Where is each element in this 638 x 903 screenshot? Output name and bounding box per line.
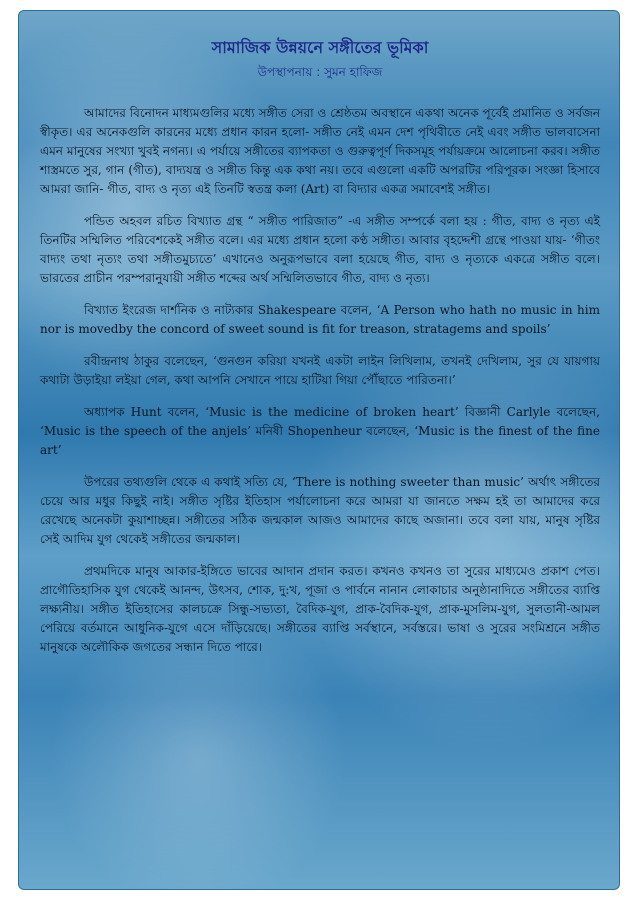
paragraph-tagore-quote: রবীন্দ্রনাথ ঠাকুর বলেছেন, ‘গুনগুন করিয়া যখনই একটা লাইন লিখিলাম, তখনই দেখিলাম, সুর যে যায়গায় কথাটা উড়াইয়া লইয়া গেল, কথা আপনি সেখানে পায়ে হাটিয়া গিয়া পৌঁছাতে পারিতনা।’	[40, 354, 600, 387]
article-byline: উপস্থাপনায় : সুমন হাফিজ	[257, 65, 383, 79]
article	[40, 38, 600, 670]
paragraph-ages: প্রথমদিকে মানুষ আকার-ইঙ্গিতে ভাবের আদান প্রদান করত। কখনও কখনও তা সুরের মাধ্যমেও প্রকাশ পেত। প্রাগৌতিহাসিক যুগ থেকেই আনন্দ, উৎসব, শোক, দু:খ, পূজা ও পার্বনে নানান লোকাচার অনুষ্ঠানাদিতে সঙ্গীতের ব্যাপ্তি লক্ষ্যনীয়। সঙ্গীত ইতিহাসের কালচক্রে সিন্ধু-সভ্যতা, বৈদিক-যুগ, প্রাক-বৈদিক-যুগ, প্রাক-মুসলিম-যুগ, সুলতানী-আমল পেরিয়ে বর্তমানে আধুনিক-যুগে এসে দাঁড়িয়েছে। সঙ্গীতের ব্যাপ্তি সর্বস্থানে, সর্বস্তরে। ভাষা ও সুরের সংমিশ্রনে সঙ্গীত মানুষকে অলৌকিক জগতের সন্ধান দিতে পারে।	[40, 564, 600, 654]
page-background	[18, 10, 620, 890]
article-title: সামাজিক উন্নয়নে সঙ্গীতের ভূমিকা	[211, 38, 429, 57]
paragraph-shakespeare-quote: বিখ্যাত ইংরেজ দার্শনিক ও নাট্যকার Shakespeare বলেন, ‘A Person who hath no music in him nor is movedby the concord of sweet sound is fit for treason, stratagems and spoils’	[40, 303, 600, 336]
paragraph-intro: আমাদের বিনোদন মাধ্যমগুলির মধ্যে সঙ্গীত সেরা ও শ্রেষ্ঠতম অবস্থানে একথা অনেক পূর্বেই প্রমানিত ও সর্বজন স্বীকৃত। এর অনেকগুলি কারনের মধ্যে প্রধান কারন হলো- সঙ্গীত নেই এমন দেশ পৃথিবীতে নেই এবং সঙ্গীত ভালবাসেনা এমন মানুষের সংখ্যা খুবই নগন্য। এ পর্যায়ে সঙ্গীতের ব্যাপকতা ও গুরুত্বপূর্ণ দিকসমূহ পর্যায়ক্রমে আলোচনা করব। সঙ্গীত শাস্ত্রমতে সুর, গান (গীত), বাদ্যযন্ত্র ও সঙ্গীত কিন্তু এক কথা নয়। তবে এগুলো একটি অপরটির পরিপূরক। সংজ্ঞা হিসাবে আমরা জানি- গীত, বাদ্য ও নৃত্য এই তিনটি স্বতন্ত্র কলা (Art) বা বিদ্যার একত্র সমাবেশই সঙ্গীত।	[40, 106, 600, 196]
paragraph-sangeet-parijat: পন্ডিত অহবল রচিত বিখ্যাত গ্রন্থ “ সঙ্গীত পারিজাত” -এ সঙ্গীত সম্পর্কে বলা হয় : গীত, বাদ্য ও নৃত্য এই তিনটির সম্মিলিত পরিবেশকেই সঙ্গীত বলে। এর মধ্যে প্রধান হলো কণ্ঠ সঙ্গীত। আবার বৃহদ্দেশী গ্রন্থে পাওয়া যায়- ‘গীতং বাদ্যং তথা নৃত্যং তথা সঙ্গীতমুচ্যতে’ এখানেও অনুরূপভাবে বলা হয়েছে গীত, বাদ্য ও নৃত্যকে একত্রে সঙ্গীত বলে। ভারতের প্রাচীন পরম্পরানুযায়ী সঙ্গীত শব্দের অর্থ সম্মিলিতভাবে গীত, বাদ্য ও নৃত্য।	[40, 214, 600, 285]
paragraph-hunt-carlyle-quotes: অধ্যাপক Hunt বলেন, ‘Music is the medicine of broken heart’ বিজ্ঞানী Carlyle বলেছেন, ‘Music is the speech of the anjels’ মনিষী Shopenheur বলেছেন, ‘Music is the finest of the fine art’	[40, 405, 600, 457]
paragraph-history: উপরের তথ্যগুলি থেকে এ কথাই সত্যি যে, ‘There is nothing sweeter than music’ অর্থাৎ সঙ্গীতের চেয়ে আর মধুর কিছুই নাই। সঙ্গীত সৃষ্টির ইতিহাস পর্যালোচনা করে আমরা যা জানতে সক্ষম হই তা আমাদের করে রেখেছে অনেকটা কুয়াশাচ্ছন্ন। সঙ্গীতের সঠিক জন্মকাল আজও আমাদের কাছে অজানা। তবে বলা যায়, মানুষ সৃষ্টির সেই আদিম যুগ থেকেই সঙ্গীতের জন্মকাল।	[40, 475, 600, 546]
